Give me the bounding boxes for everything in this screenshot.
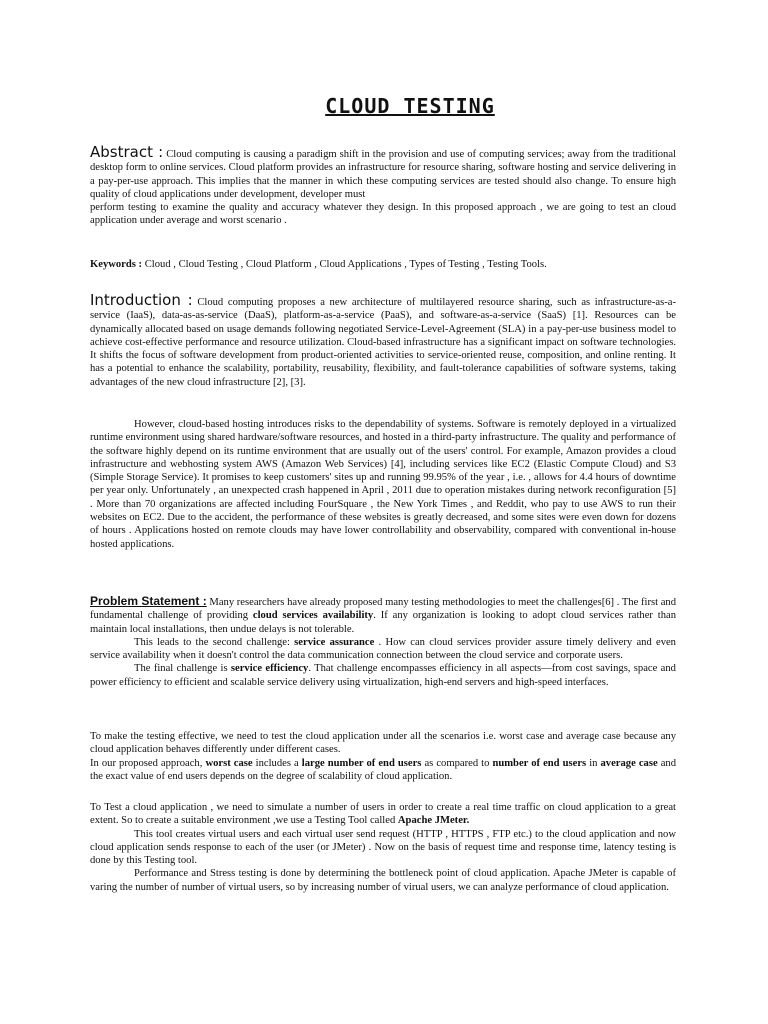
problem-p1-text: Many researchers have already proposed many testing methodologies to meet the challenges[6] . The first and fundamental challenge of providing — [90, 597, 676, 622]
problem-p2-text-end: . How can cloud services provider assure timely delivery and even service availability when it doesn't control the data communication connection between the cloud service and corporate users. — [90, 636, 676, 662]
keywords-label: Keywords : — [90, 259, 143, 270]
keywords-section — [90, 258, 676, 271]
problem-section — [90, 595, 676, 689]
keywords-text: Cloud , Cloud Testing , Cloud Platform , Cloud Applications , Types of Testing , Testing Tools. — [142, 259, 547, 270]
problem-p3-bold: service efficiency — [230, 663, 309, 675]
testing-bold-average-case: average case — [600, 757, 658, 769]
problem-label: Problem Statement : — [90, 594, 207, 608]
abstract-section — [90, 143, 677, 228]
testing-bold-worst-case: worst case — [205, 757, 253, 769]
problem-p3-text: The final challenge is — [134, 663, 231, 675]
testing-section — [90, 730, 676, 783]
problem-p1-text-end: . If any organization is looking to adopt cloud services rather than maintain local installations, then undue delays is not tolerable. — [90, 610, 677, 635]
tool-p2-text: This tool creates virtual users and each virtual user send request (HTTP , HTTPS , FTP etc.) to the cloud application and now cloud application sends response to each of the user (or JMeter) . Now on the basis of request time and response time, latency testing is done by this Testing tool. — [90, 828, 676, 867]
problem-p3-text-end: . That challenge encompasses efficiency in all aspects—from cost savings, space and power efficiency to efficient and scalable service delivery using virtualization, high-end servers and high-speed interfaces. — [90, 663, 676, 688]
abstract-text-cont: perform testing to examine the quality and accuracy whatever they design. In this proposed approach , we are going to test an cloud application under average and worst scenario . — [90, 202, 676, 227]
abstract-text: Cloud computing is causing a paradigm shift in the provision and use of computing services; away from the traditional desktop form to online services. Cloud platform provides an infrastructure for resource sharing, software hosting and service delivering in a pay-per-use approach. This implies that the manner in which these computing services are tested should also change. To ensure high quality of cloud applications under development, developer must — [90, 149, 677, 200]
testing-p2-text-c: as compared to — [421, 757, 493, 769]
testing-p1-text: To make the testing effective, we need to test the cloud application under all the scenarios i.e. worst case and average case because any cloud application behaves differently under different cases. — [90, 731, 676, 756]
testing-p2-text-d: in — [586, 757, 601, 769]
testing-bold-number: number of end users — [492, 757, 587, 769]
tool-name-bold: Apache JMeter. — [397, 815, 470, 827]
testing-p2-text: In our proposed approach, — [90, 757, 206, 769]
problem-p2-text: This leads to the second challenge: — [134, 636, 295, 648]
introduction-text: Cloud computing proposes a new architecture of multilayered resource sharing, such as infrastructure-as-a-service (IaaS), data-as-as-service (DaaS), platform-as-a-service (PaaS), and software-as-a-service (SaaS) [1]. Resources can be dynamically allocated based on usage demands following negotiated Service-Level-Agreement (SLA) in a pay-per-use business model to achieve cost-effective performance and resource utilization. Cloud-based infrastructure has a significant impact on software technologies. It shifts the focus of software development from product-oriented activities to service-oriented reuse, composition, and online renting. It has a potential to enhance the scalability, portability, reusability, flexibility, and fault-tolerance capabilities of software systems, taking advantages of the new cloud infrastructure [2], [3]. — [90, 297, 676, 388]
problem-p2-bold: service assurance — [294, 636, 375, 648]
testing-p2-text-end: and the exact value of end users depends on the degree of scalability of cloud application. — [90, 757, 676, 782]
testing-bold-large-number: large number of end users — [301, 757, 422, 769]
tool-p3-text: Performance and Stress testing is done by determining the bottleneck point of cloud application. Apache JMeter is capable of varing the number of number of virtual users, so by increasing number of virual users, we can analyze performance of cloud application. — [90, 868, 676, 893]
tool-section — [90, 801, 676, 894]
tool-p1-text: To Test a cloud application , we need to simulate a number of users in order to create a real time traffic on cloud application to a great extent. So to create a suitable environment ,we use a Testing Tool called — [90, 802, 676, 827]
testing-p2-text-b: includes a — [252, 757, 302, 769]
introduction-label: Introduction : — [90, 291, 193, 309]
abstract-label: Abstract : — [90, 143, 164, 161]
page-title: CLOUD TESTING — [325, 94, 495, 118]
introduction-p2-text: However, cloud-based hosting introduces risks to the dependability of systems. Software is remotely deployed in a virtualized runtime environment using shared hardware/software resources, and hosted in a third-party infrastructure. The quality and performance of the software highly depend on its runtime environment that are usually out of the users' control. For example, Amazon provides a cloud infrastructure and webhosting system AWS (Amazon Web Services) [4], including services like EC2 (Elastic Compute Cloud) and S3 (Simple Storage Service). It promises to keep customers' sites up and running 99.95% of the year , i.e. , allows for 4.4 hours of downtime per year only. Unfortunately , an unexpected crash happened in April , 2011 due to operation mistakes during network reconfiguration [5] . More than 70 organizations are affected including FourSquare , the New York Times , and Reddit, who pay to use AWS to run their websites on EC2. Due to the accident, the performance of these websites is greatly decreased, and some sites were even down for dozens of hours . Applications hosted on remote clouds may have lower controllability and observability, compared with conventional in-house hosted applications. — [90, 419, 676, 550]
problem-p1-bold: cloud services availability — [252, 610, 374, 622]
introduction-paragraph-2 — [90, 418, 676, 551]
introduction-section — [90, 291, 676, 389]
